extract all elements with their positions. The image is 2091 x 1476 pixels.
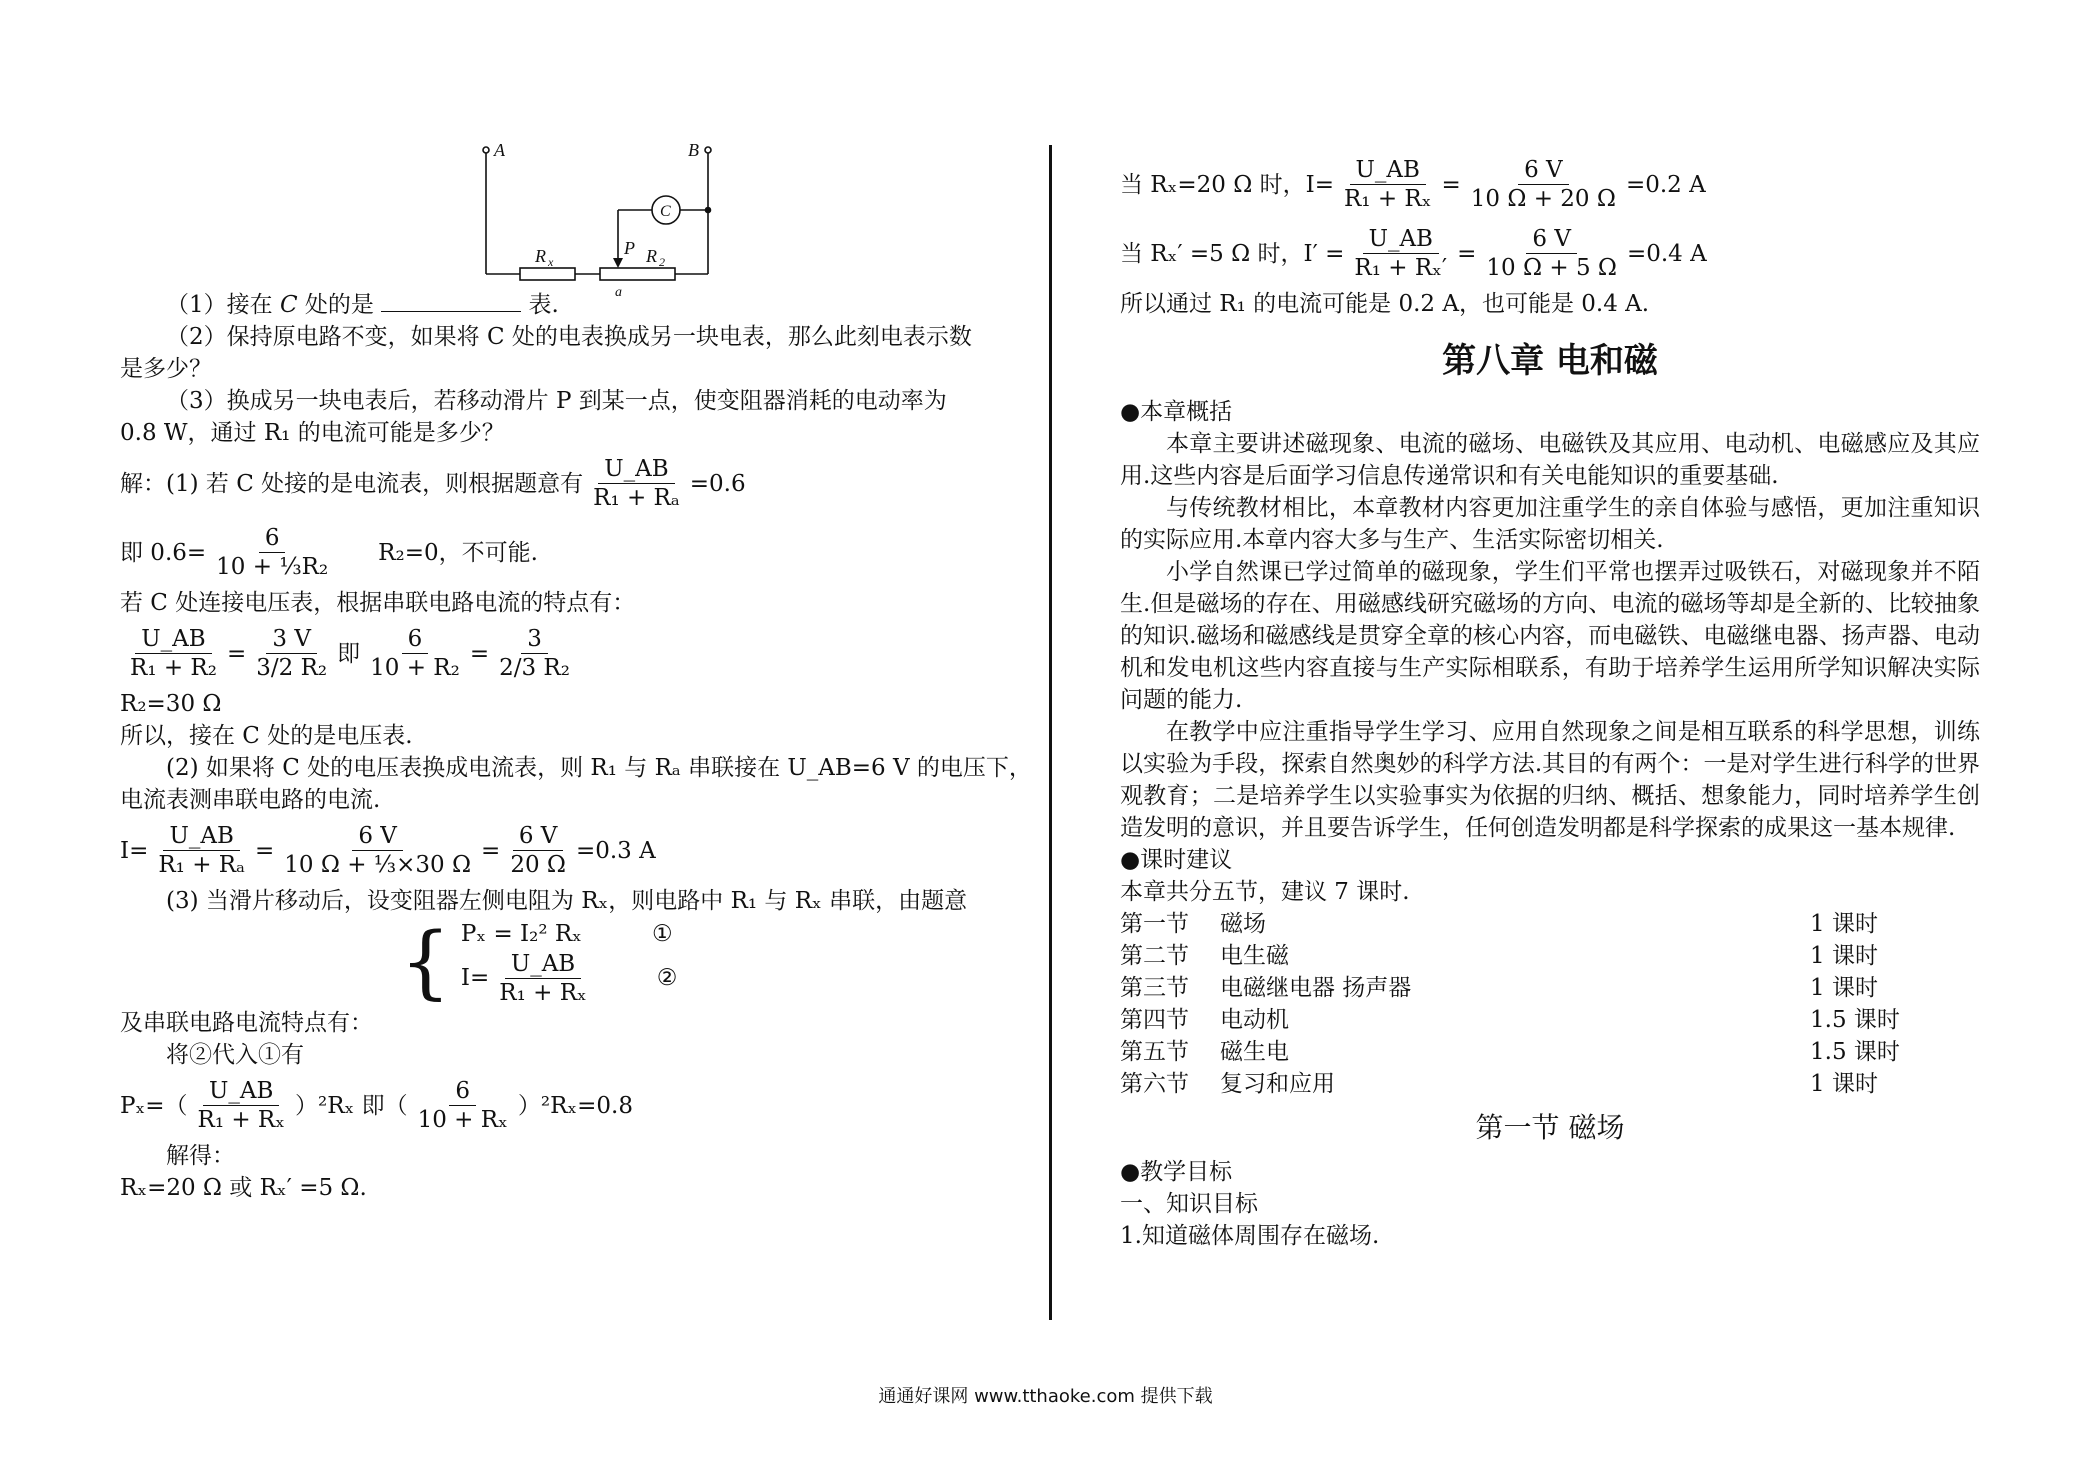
numerator: U_AB [1350,156,1426,185]
numerator: 6 V [1518,156,1569,185]
schedule-topic: 磁场 [1220,911,1266,937]
denominator: 10 + R₂ [370,655,460,681]
label-rx: R [535,246,546,266]
solution-step-11: 将②代入①有 [166,1042,304,1068]
sol2-text: 即 0.6= [120,539,207,566]
section-title: 第一节 磁场 [1475,1111,1625,1144]
fraction [504,822,572,879]
result-line-3: 所以通过 R₁ 的电流可能是 0.2 A，也可能是 0.4 A. [1120,291,1650,317]
column-divider [1049,145,1052,1320]
solution-step-13: 解得： [166,1143,235,1169]
fraction [1465,156,1622,213]
schedule-hours: 1 课时 [1810,911,1878,937]
schedule-section: 第四节 [1120,1007,1189,1033]
denominator: R₁ + Rₓ [197,1107,285,1133]
q1-text-b: C [279,292,298,318]
sol1-tail: =0.6 [689,470,746,497]
solution-step-5: R₂=30 Ω [120,691,222,717]
overview-paragraph-4: 在教学中应注重指导学生学习、应用自然现象之间是相互联系的科学思想，训练以实验为手段，探索自然奥妙的科学方法.其目的有两个：一是对学生进行科学的世界观教育；二是培养学生以实验事实为依据的归纳、概括、想象能力，同时培养学生创造发明的意识，并且要告诉学生，任何创造发明都是科学探索的成果这一基本规律. [1120,719,1980,841]
chapter-title: 第八章 电和磁 [1442,341,1658,381]
goals-item-1: 1.知道磁体周围存在磁场. [1120,1223,1380,1249]
solution-step-10: 及串联电路电流特点有： [120,1010,373,1036]
schedule-topic: 磁生电 [1220,1039,1289,1065]
numerator: 6 V [352,822,403,851]
label-r2: R [646,246,657,266]
fraction [412,1077,514,1134]
r2-text: 当 Rₓ′ =5 Ω 时，I′ = [1120,240,1345,267]
fraction [364,625,466,682]
numerator: U_AB [598,455,674,484]
sol12-text-c: ）²Rₓ=0.8 [517,1092,633,1119]
footer-credit: 通通好课网 www.tthaoke.com 提供下载 [878,1386,1213,1407]
right-column [1120,150,1980,1252]
r2-tail: =0.4 A [1626,240,1707,267]
denominator: 3/2 R₂ [256,655,328,681]
numerator: 3 V [266,625,317,654]
denominator: R₁ + R₂ [130,655,217,681]
solution-step-3: 若 C 处连接电压表，根据串联电路电流的特点有： [120,590,636,616]
numerator: 6 [449,1077,476,1106]
question-3-line-1: （3）换成另一块电表后，若移动滑片 P 到某一点，使变阻器消耗的电动率为 [166,388,947,414]
answer-blank[interactable] [381,289,521,312]
schedule-section: 第五节 [1120,1039,1189,1065]
sol12-text-b: ）²Rₓ 即（ [295,1092,408,1119]
fraction [587,455,686,512]
solution-step-4: $\frac{U\_AB}{\text{R₁ + R₂}}$ = $\frac{3 V}{\text{3/2 R₂}}$ 即 $\frac{6}{\text{10 + R₂}}$ = $\frac{3}{\text{2/3 R₂}}$ [120,619,1035,688]
schedule-hours: 1 课时 [1810,943,1878,969]
denominator: 10 Ω + ⅓×30 Ω [284,852,472,878]
overview-paragraph-1: 本章主要讲述磁现象、电流的磁场、电磁铁及其应用、电动机、电磁感应及其应用.这些内容是后面学习信息传递常识和有关电能知识的重要基础. [1120,431,1980,489]
label-r2-sub: 2 [659,255,665,269]
fraction [493,625,576,682]
fraction [124,625,223,682]
q1-text-c: 处的是 [304,292,374,318]
schedule-section: 第六节 [1120,1071,1189,1097]
left-column [120,140,1035,1204]
schedule-heading: ●课时建议 [1120,847,1233,873]
schedule-hours: 1.5 课时 [1810,1039,1900,1065]
numerator: 6 [402,625,429,654]
schedule-row [1120,1004,1980,1036]
solution-step-6: 所以，接在 C 处的是电压表. [120,723,413,749]
solution-step-12 [120,1071,1035,1140]
brace: { [400,915,451,1008]
label-a: A [494,140,505,160]
question-2-line-2: 是多少？ [120,356,212,382]
overview-heading: ●本章概括 [1120,399,1233,425]
fraction [210,524,334,581]
denominator: 10 + Rₓ [417,1107,508,1133]
sol1-text: 解：(1) 若 C 处接的是电流表，则根据题意有 [120,470,584,497]
fraction [192,1077,292,1134]
resistor-rx [520,268,575,280]
schedule-row [1120,972,1980,1004]
fraction [1338,156,1438,213]
schedule-hours: 1 课时 [1810,1071,1878,1097]
solution-step-9: (3) 当滑片移动后，设变阻器左侧电阻为 Rₓ，则电路中 R₁ 与 Rₓ 串联，由题意 [166,888,968,914]
numerator: 6 [259,524,286,553]
schedule-topic: 电磁继电器 扬声器 [1220,975,1412,1001]
numerator: 6 V [1526,225,1577,254]
schedule-topic: 电动机 [1220,1007,1289,1033]
result-line-2: 当 Rₓ′ =5 Ω 时，I′ = $\frac{U\_AB}{\text{R₁ + Rₓ′}}$ = $\frac{6 V}{10 \Omega + 5 \Omega}$ =0.4 A [1120,226,1707,281]
eq1-number: ① [651,920,673,947]
numerator: U_AB [135,625,211,654]
goals-heading: ●教学目标 [1120,1159,1233,1185]
denominator: 10 Ω + 5 Ω [1486,255,1617,281]
denominator: R₁ + Rₐ [593,485,680,511]
r1-text: 当 Rₓ=20 Ω 时，I= [1120,171,1334,198]
numerator: U_AB [203,1077,279,1106]
r1-tail: =0.2 A [1625,171,1706,198]
result-line-1: 当 Rₓ=20 Ω 时，I= $\frac{U\_AB}{\text{R₁ + Rₓ}}$ = $\frac{6 V}{10 \Omega + 20 \Omega}$ =0.2 A [1120,157,1706,212]
sol4-mid: 即 [337,640,361,667]
schedule-hours: 1.5 课时 [1810,1007,1900,1033]
schedule-row [1120,1036,1980,1068]
numerator: 3 [521,625,548,654]
eq1-text: Pₓ = I₂² Rₓ [460,920,582,947]
denominator: R₁ + Rₓ [499,979,587,1006]
eq2-text: I= [460,965,490,991]
solution-step-2 [120,518,1035,587]
goals-subheading: 一、知识目标 [1120,1191,1258,1217]
q1-text-a: （1）接在 [166,292,273,318]
sol2-tail: R₂=0，不可能. [378,539,538,566]
system-eq-2 [461,950,677,1007]
numerator: 6 V [513,822,564,851]
terminal-a [483,147,489,153]
schedule-topic: 电生磁 [1220,943,1289,969]
solution-step-7-line-2: 电流表测串联电路的电流. [120,787,381,813]
schedule-row [1120,940,1980,972]
circuit-diagram [480,140,840,300]
denominator: 10 + ⅓R₂ [216,554,329,580]
equation-system [400,917,1035,1007]
solution-step-8: I= $\frac{U\_AB}{\text{R₁ + Rₐ}}$ = $\frac{6 V}{\text{10 Ω + ⅓×30 Ω}}$ = $\frac{6 V}{20 \Omega}$ =0.3 A [120,823,656,878]
schedule-table [1120,908,1980,1100]
denominator: R₁ + Rₓ′ [1354,255,1448,281]
sol12-text-a: Pₓ=（ [120,1092,188,1119]
numerator: U_AB [1363,225,1439,254]
solution-step-14: Rₓ=20 Ω 或 Rₓ′ =5 Ω. [120,1175,367,1201]
schedule-intro: 本章共分五节，建议 7 课时. [1120,879,1410,905]
rheostat-r2 [600,268,675,280]
q1-text-d: 表. [528,292,559,318]
question-2-line-1: （2）保持原电路不变，如果将 C 处的电表换成另一块电表，那么此刻电表示数 [166,324,972,350]
solution-step-1 [120,449,1035,518]
label-c: C [660,203,671,220]
fraction [250,625,333,682]
fraction [152,822,251,879]
eq2-number: ② [656,965,678,991]
denominator: 20 Ω [510,852,566,878]
question-3-line-2: 0.8 W，通过 R₁ 的电流可能是多少？ [120,420,505,446]
label-p: P [624,238,635,258]
schedule-section: 第三节 [1120,975,1189,1001]
schedule-topic: 复习和应用 [1220,1071,1335,1097]
question-1 [120,289,1035,321]
numerator: U_AB [505,950,581,979]
schedule-section: 第二节 [1120,943,1189,969]
numerator: U_AB [163,822,239,851]
denominator: 10 Ω + 20 Ω [1470,186,1616,212]
fraction [1348,225,1453,282]
denominator: R₁ + Rₓ [1343,186,1432,212]
schedule-row [1120,908,1980,940]
label-rx-sub: x [548,255,554,269]
overview-paragraph-3: 小学自然课已学过简单的磁现象，学生们平常也摆弄过吸铁石，对磁现象并不陌生.但是磁场的存在、用磁感线研究磁场的方向、电流的磁场等却是全新的、比较抽象的知识.磁场和磁感线是贯穿全章的核心内容，而电磁铁、电磁继电器、扬声器、电动机和发电机这些内容直接与生产实际相联系，有助于培养学生运用所学知识解决实际问题的能力. [1120,559,1980,713]
fraction [278,822,477,879]
denominator: 2/3 R₂ [499,655,570,681]
label-a-point: a [615,285,622,300]
label-b: B [688,140,699,160]
sol8-tail: =0.3 A [575,837,656,864]
sol8-text: I= [120,837,149,864]
terminal-b [705,147,711,153]
fraction [493,950,593,1007]
denominator: R₁ + Rₐ [158,852,245,878]
schedule-hours: 1 课时 [1810,975,1878,1001]
system-eq-1 [461,918,677,950]
overview-paragraph-2: 与传统教材相比，本章教材内容更加注重学生的亲自体验与感悟，更加注重知识的实际应用.本章内容大多与生产、生活实际密切相关. [1120,495,1980,553]
schedule-section: 第一节 [1120,911,1189,937]
solution-step-7-line-1: (2) 如果将 C 处的电压表换成电流表，则 R₁ 与 Rₐ 串联接在 U_AB=6 V 的电压下， [166,755,1032,781]
fraction [1480,225,1623,282]
schedule-row [1120,1068,1980,1100]
